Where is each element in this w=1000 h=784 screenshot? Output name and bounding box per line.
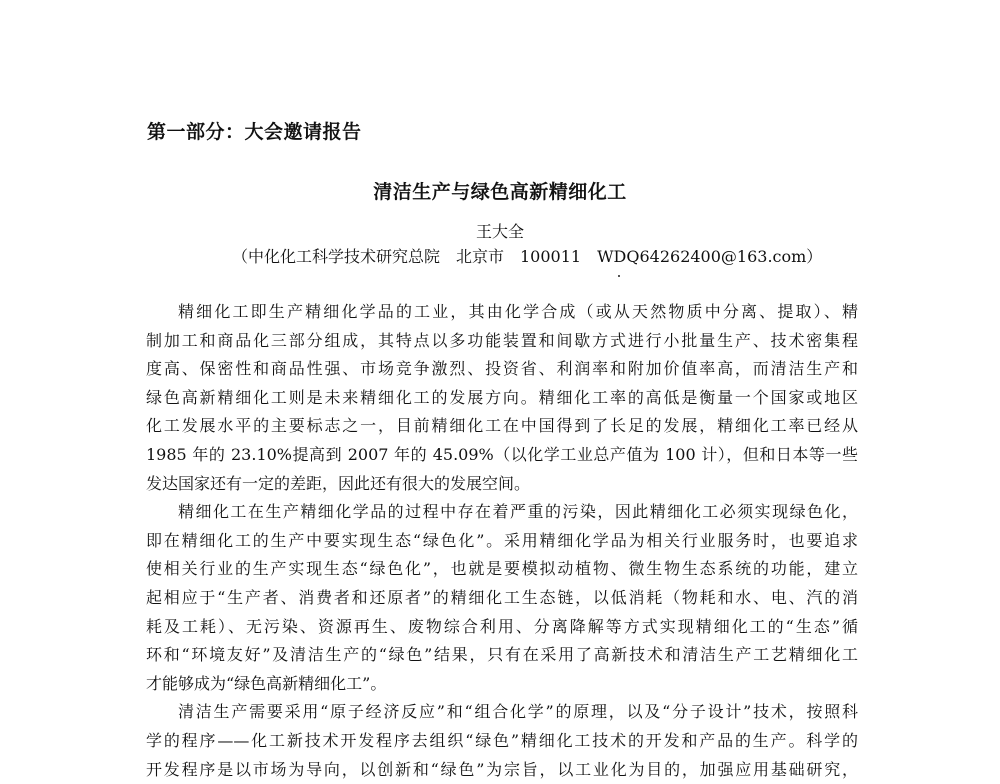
author-affiliation: （中化化工科学技术研究总院 北京市 100011 WDQ64262400@163.com） <box>232 244 822 267</box>
paragraph-1-line: 1985 年的 23.10%提高到 2007 年的 45.09%（以化学工业总产值为 100 计），但和日本等一些 <box>146 441 858 470</box>
paragraph-2-line: 即在精细化工的生产中要实现生态“绿色化”。采用精细化学品为相关行业服务时，也要追求 <box>146 527 858 556</box>
paragraph-2-line: 环和“环境友好”及清洁生产的“绿色”结果，只有在采用了高新技术和清洁生产工艺精细化工 <box>146 641 858 670</box>
paragraph-2-line: 精细化工在生产精细化学品的过程中存在着严重的污染，因此精细化工必须实现绿色化， <box>146 498 858 527</box>
scan-speck <box>618 275 620 277</box>
paragraph-1-line: 化工发展水平的主要标志之一，目前精细化工在中国得到了长足的发展，精细化工率已经从 <box>146 412 858 441</box>
paragraph-2-line: 使相关行业的生产实现生态“绿色化”，也就是要模拟动植物、微生物生态系统的功能，建立 <box>146 555 858 584</box>
paragraph-1-line: 度高、保密性和商品性强、市场竞争激烈、投资省、利润率和附加价值率高，而清洁生产和 <box>146 355 858 384</box>
paragraph-1-line: 制加工和商品化三部分组成，其特点以多功能装置和间歇方式进行小批量生产、技术密集程 <box>146 327 858 356</box>
paragraph-1-line: 绿色高新精细化工则是未来精细化工的发展方向。精细化工率的高低是衡量一个国家或地区 <box>146 384 858 413</box>
author-name: 王大全 <box>0 219 1000 242</box>
paragraph-1-line: 精细化工即生产精细化学品的工业，其由化学合成（或从天然物质中分离、提取）、精 <box>146 298 858 327</box>
body-text <box>146 298 858 784</box>
paragraph-3-line: 学的程序——化工新技术开发程序去组织“绿色”精细化工技术的开发和产品的生产。科学的 <box>146 727 858 756</box>
paragraph-2-line: 起相应于“生产者、消费者和还原者”的精细化工生态链，以低消耗（物耗和水、电、汽的消 <box>146 584 858 613</box>
paragraph-3-line: 清洁生产需要采用“原子经济反应”和“组合化学”的原理，以及“分子设计”技术，按照科 <box>146 698 858 727</box>
paragraph-2-line: 耗及工耗）、无污染、资源再生、废物综合利用、分离降解等方式实现精细化工的“生态”循 <box>146 613 858 642</box>
paragraph-1-line: 发达国家还有一定的差距，因此还有很大的发展空间。 <box>146 470 858 499</box>
section-heading: 第一部分：大会邀请报告 <box>147 117 362 144</box>
paragraph-3-line: 开发程序是以市场为导向，以创新和“绿色”为宗旨，以工业化为目的，加强应用基础研究， <box>146 756 858 784</box>
article-title: 清洁生产与绿色高新精细化工 <box>0 177 1000 204</box>
paragraph-2-line: 才能够成为“绿色高新精细化工”。 <box>146 670 858 699</box>
